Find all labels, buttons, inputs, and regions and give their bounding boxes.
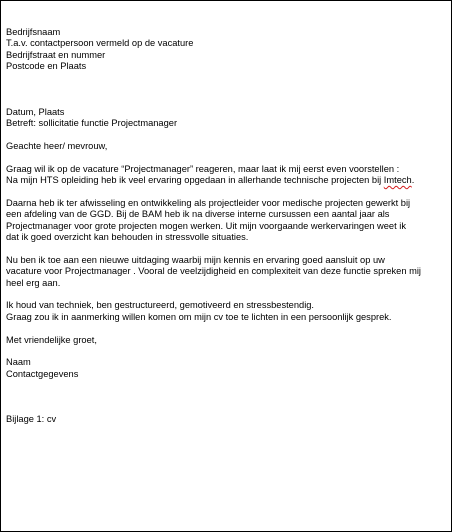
subject-line: Betreft: sollicitatie functie Projectmanager <box>6 118 178 129</box>
paragraph-line: vacature voor Projectmanager . Vooral de veelzijdigheid en complexiteit van deze functie spreken mij <box>6 266 421 277</box>
paragraph-line: een afdeling van de GGD. Bij de BAM heb ik na diverse interne cursussen een aantal jaar als <box>6 209 390 220</box>
spellcheck-flagged-word: Imtech <box>383 175 412 186</box>
paragraph-line: heel erg aan. <box>6 277 61 288</box>
spacer <box>6 323 446 334</box>
attachment-line: Bijlage 1: cv <box>6 414 57 425</box>
spacer <box>6 130 446 141</box>
spacer <box>6 346 446 357</box>
date-place: Datum, Plaats <box>6 106 65 117</box>
spacer <box>6 73 446 107</box>
spacer <box>6 380 446 414</box>
signature-block <box>6 357 446 380</box>
spacer <box>6 289 446 300</box>
letter-meta <box>6 107 446 130</box>
signature-contact: Contactgegevens <box>6 368 79 379</box>
letter-body <box>6 27 446 426</box>
spacer <box>6 186 446 197</box>
paragraph-line <box>6 175 446 186</box>
paragraph-line: dat ik goed overzicht kan behouden in stressvolle situaties. <box>6 232 249 243</box>
attention-line: T.a.v. contactpersoon vermeld op de vacature <box>6 38 194 49</box>
recipient-address <box>6 27 446 73</box>
postal-city: Postcode en Plaats <box>6 61 87 72</box>
paragraph-intro <box>6 164 446 187</box>
paragraph-motivation <box>6 255 446 289</box>
salutation: Geachte heer/ mevrouw, <box>6 140 108 151</box>
paragraph-line: Projectmanager voor grote projecten mogen werken. Uit mijn voorgaande werkervaringen weet ik <box>6 220 406 231</box>
paragraph-line: Ik houd van techniek, ben gestructureerd, gemotiveerd en stressbestendig. <box>6 300 315 311</box>
spacer <box>6 152 446 163</box>
paragraph-line: Graag zou ik in aanmerking willen komen om mijn cv toe te lichten in een persoonlijk gesprek. <box>6 311 392 322</box>
street-address: Bedrijfstraat en nummer <box>6 49 106 60</box>
company-name: Bedrijfsnaam <box>6 27 61 37</box>
paragraph-experience <box>6 198 446 244</box>
text-run: Na mijn HTS opleiding heb ik veel ervaring opgedaan in allerhande technische projecten bij <box>6 175 384 186</box>
paragraph-line: Daarna heb ik ter afwisseling en ontwikkeling als projectleider voor medische projecten gewerkt bij <box>6 197 411 208</box>
paragraph-line: Nu ben ik toe aan een nieuwe uitdaging waarbij mijn kennis en ervaring goed aansluit op uw <box>6 254 385 265</box>
paragraph-line: Graag wil ik op de vacature “Projectmanager” reageren, maar laat ik mij eerst even voorstellen : <box>6 163 400 174</box>
signature-name: Naam <box>6 357 31 368</box>
spacer <box>6 243 446 254</box>
text-run: . <box>411 175 415 186</box>
closing: Met vriendelijke groet, <box>6 334 97 345</box>
paragraph-traits <box>6 300 446 323</box>
